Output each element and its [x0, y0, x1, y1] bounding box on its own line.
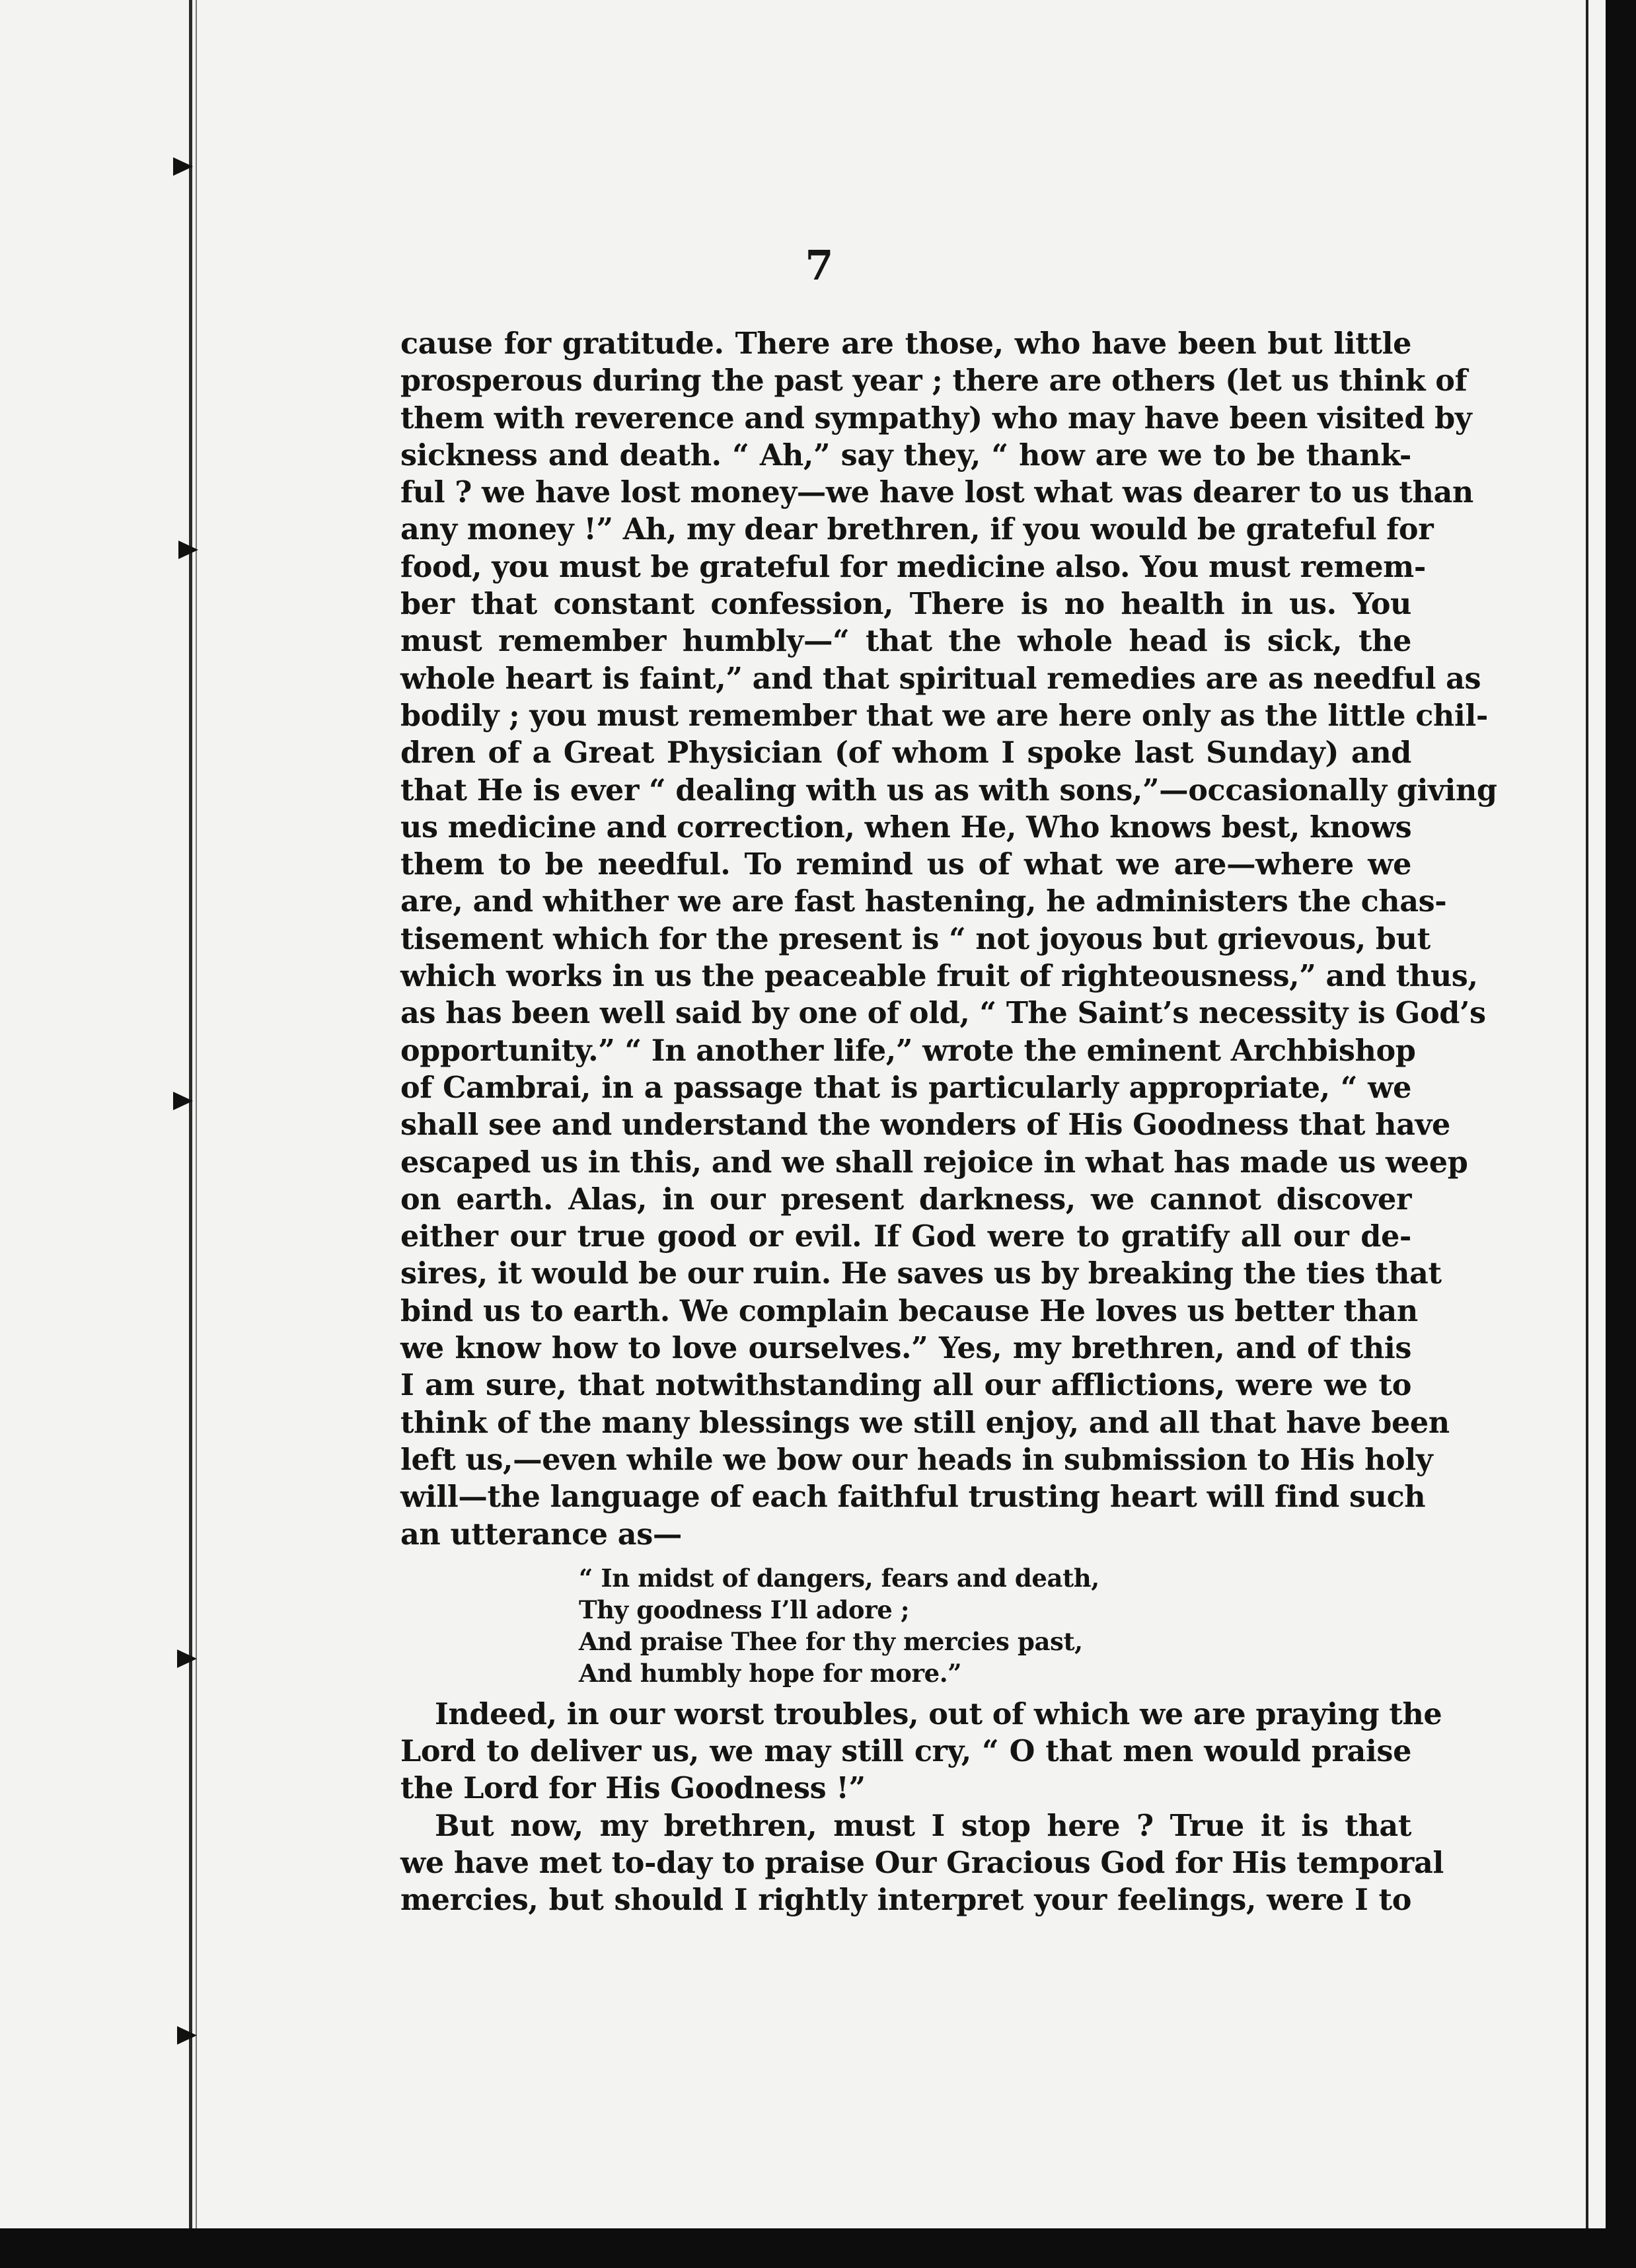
text-line: tisement which for the present is “ not joyous but grievous, but [400, 921, 1431, 956]
text-line: shall see and understand the wonders of His Goodness that have [400, 1108, 1450, 1143]
text-line: think of the many blessings we still enjoy, and all that have been [400, 1405, 1450, 1440]
text-line: ber that constant confession, There is no health in us. You [400, 587, 1411, 622]
text-line: mercies, but should I rightly interpret your feelings, were I to [400, 1883, 1411, 1918]
text-line: escaped us in this, and we shall rejoice in what has made us weep [400, 1145, 1468, 1180]
text-line: will—the language of each faithful trusting heart will find such [400, 1480, 1426, 1515]
text-line: either our true good or evil. If God were to gratify all our de- [400, 1219, 1411, 1254]
text-line: any money !” Ah, my dear brethren, if you would be grateful for [400, 512, 1434, 547]
binding-edge-shadow [196, 0, 197, 2228]
text-line: as has been well said by one of old, “ The Saint’s necessity is God’s [400, 996, 1486, 1031]
scan-border [0, 2228, 1636, 2268]
text-line: are, and whither we are fast hastening, he administers the chas- [400, 884, 1447, 919]
quote-line: And praise Thee for thy mercies past, [579, 1626, 1083, 1656]
text-line: whole heart is faint,” and that spiritual remedies are as needful as [400, 661, 1481, 696]
binding-thread-mark [177, 1649, 197, 1668]
page-number: 7 [805, 241, 834, 289]
page-edge [1586, 0, 1588, 2228]
text-line: sires, it would be our ruin. He saves us by breaking the ties that [400, 1256, 1442, 1291]
text-line: Lord to deliver us, we may still cry, “ O that men would praise [400, 1734, 1411, 1769]
binding-thread-mark [177, 2026, 197, 2045]
text-line: prosperous during the past year ; there are others (let us think of [400, 363, 1468, 398]
text-line: dren of a Great Physician (of whom I spoke last Sunday) and [400, 736, 1411, 771]
text-line: sickness and death. “ Ah,” say they, “ how are we to be thank- [400, 437, 1411, 472]
hymn-quote [579, 1562, 1411, 1689]
quote-line: “ In midst of dangers, fears and death, [579, 1563, 1099, 1593]
text-line: food, you must be grateful for medicine also. You must remem- [400, 549, 1426, 584]
text-line: cause for gratitude. There are those, who have been but little [400, 326, 1411, 361]
quote-line: Thy goodness I’ll adore ; [579, 1595, 910, 1624]
text-line: us medicine and correction, when He, Who knows best, knows [400, 810, 1412, 845]
text-line: on earth. Alas, in our present darkness, we cannot discover [400, 1182, 1411, 1217]
text-line: an utterance as— [400, 1517, 682, 1552]
text-line: them with reverence and sympathy) who may have been visited by [400, 400, 1472, 435]
binding-thread-mark [173, 1092, 193, 1110]
binding-thread-mark [178, 541, 198, 559]
text-line: ful ? we have lost money—we have lost what was dearer to us than [400, 475, 1473, 510]
text-line: left us,—even while we bow our heads in submission to His holy [400, 1442, 1433, 1477]
text-line: must remember humbly—“ that the whole head is sick, the [400, 624, 1411, 659]
text-line: I am sure, that notwithstanding all our afflictions, were we to [400, 1368, 1411, 1403]
quote-line: And humbly hope for more.” [579, 1658, 962, 1688]
binding-thread-mark [173, 157, 193, 176]
text-line: them to be needful. To remind us of what we are—where we [400, 847, 1411, 882]
text-line: But now, my brethren, must I stop here ? True it is that [435, 1808, 1411, 1843]
text-line: bind us to earth. We complain because He loves us better than [400, 1293, 1418, 1328]
binding-edge [189, 0, 192, 2228]
text-line: which works in us the peaceable fruit of righteousness,” and thus, [400, 959, 1478, 994]
text-line: Indeed, in our worst troubles, out of which we are praying the [435, 1696, 1442, 1731]
text-line: we have met to-day to praise Our Gracious God for His temporal [400, 1845, 1444, 1880]
text-line: of Cambrai, in a passage that is particularly appropriate, “ we [400, 1070, 1411, 1105]
text-line: we know how to love ourselves.” Yes, my brethren, and of this [400, 1331, 1411, 1366]
text-line: opportunity.” “ In another life,” wrote the eminent Archbishop [400, 1033, 1416, 1068]
body-text [400, 325, 1497, 1919]
text-line: the Lord for His Goodness !” [400, 1771, 866, 1806]
text-line: bodily ; you must remember that we are here only as the little chil- [400, 698, 1488, 733]
text-line: that He is ever “ dealing with us as with sons,”—occasionally giving [400, 773, 1497, 808]
